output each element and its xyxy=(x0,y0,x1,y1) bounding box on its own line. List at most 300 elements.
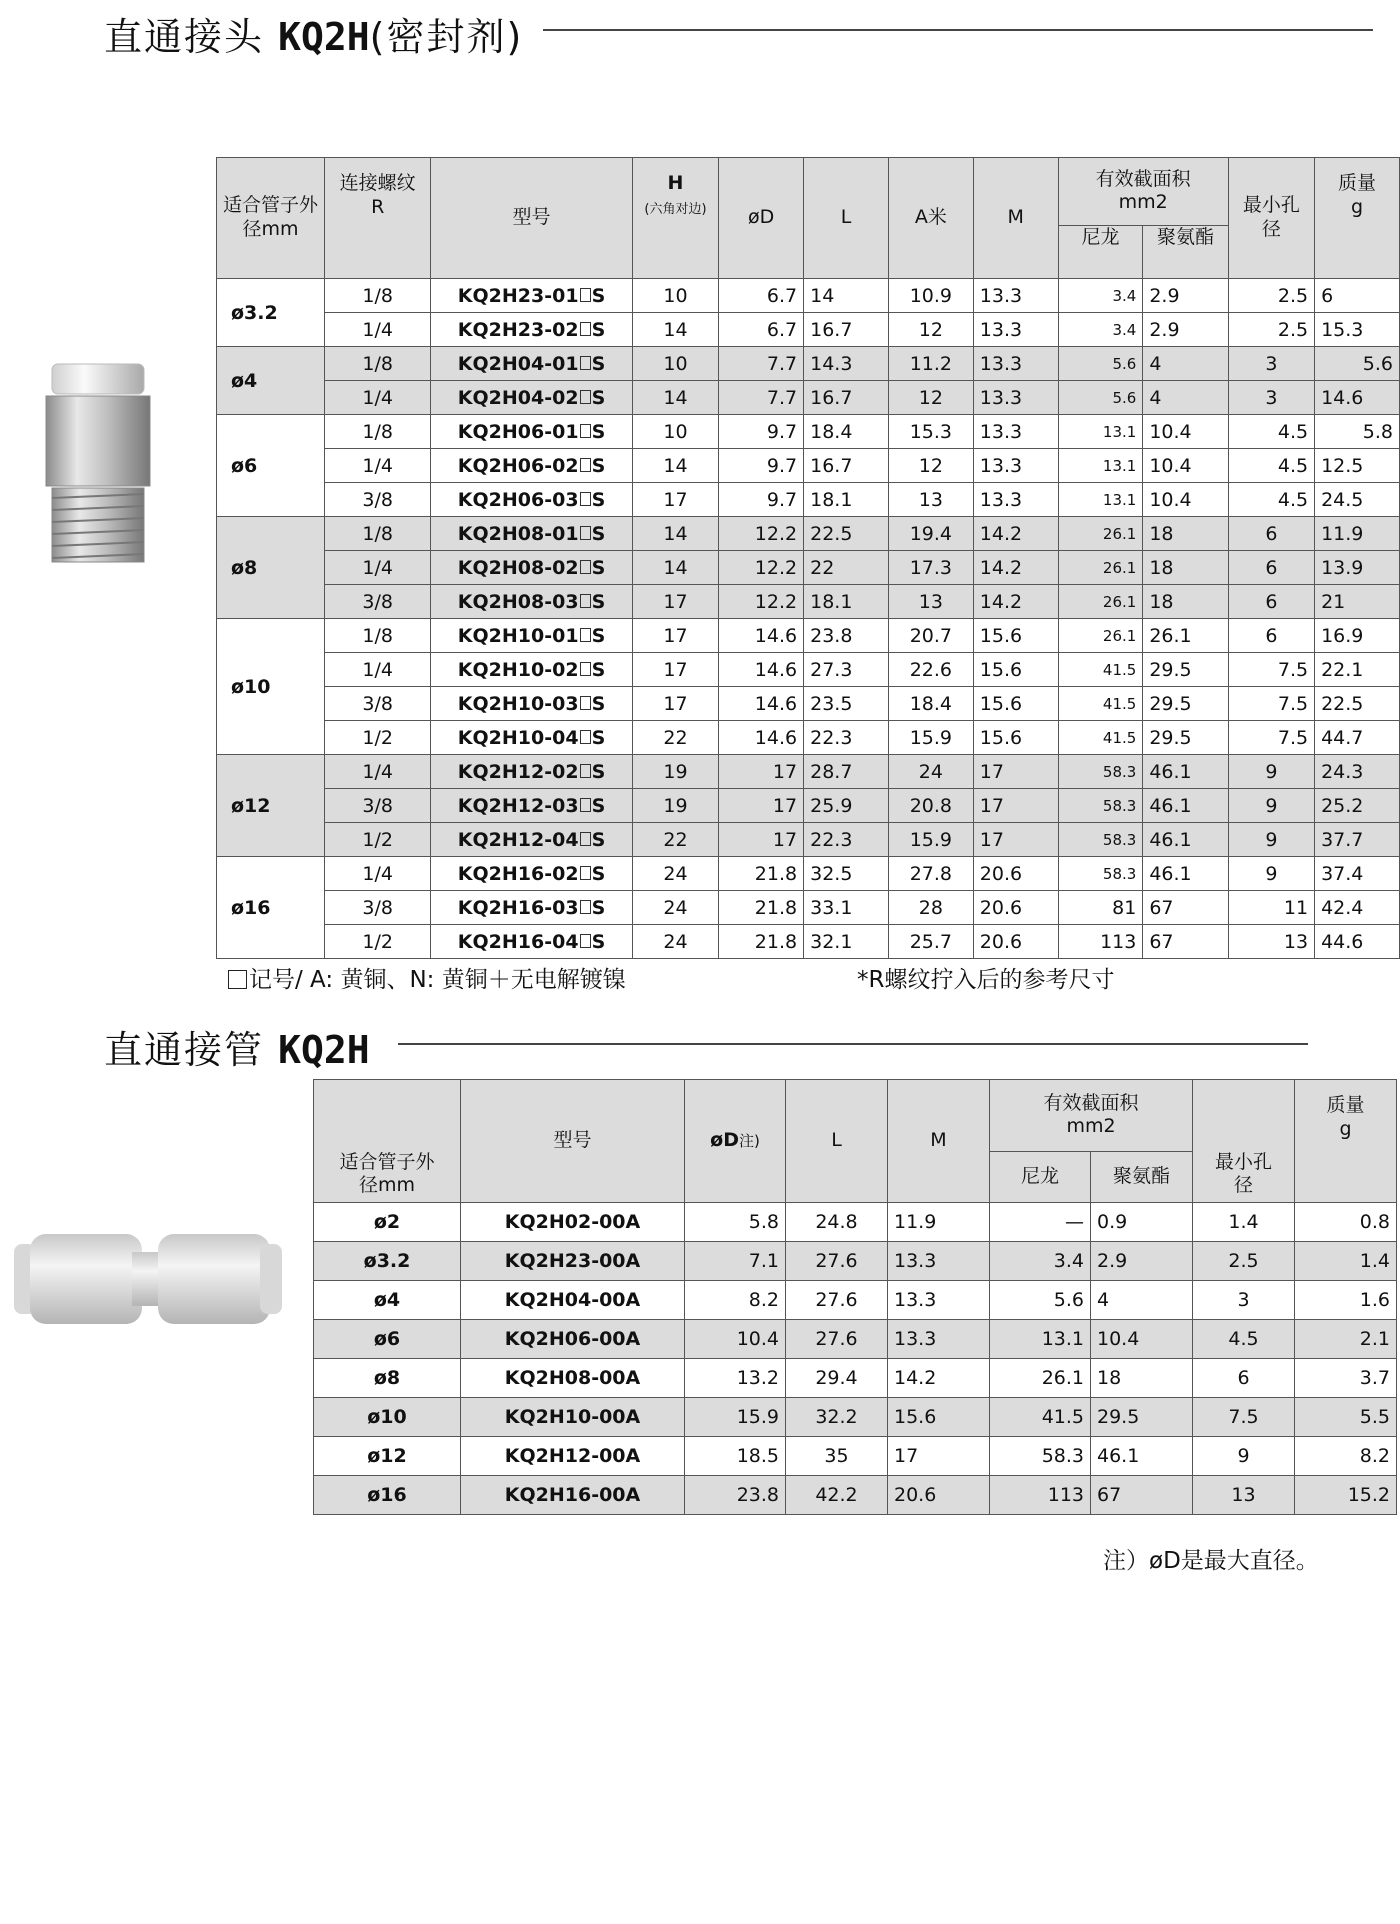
model-cell: KQ2H16-00A xyxy=(461,1476,685,1515)
a-cell: 12 xyxy=(888,313,973,347)
section2-title-code: KQ2H xyxy=(278,1028,370,1072)
l-cell: 28.7 xyxy=(804,755,889,789)
model-prefix: KQ2H10-02 xyxy=(457,658,579,681)
m-cell: 13.3 xyxy=(973,483,1058,517)
min-hole-cell: 1.4 xyxy=(1193,1203,1295,1242)
nylon-cell: 113 xyxy=(1058,925,1143,959)
l-cell: 22 xyxy=(804,551,889,585)
od-cell: 18.5 xyxy=(685,1437,786,1476)
od-cell: 5.8 xyxy=(685,1203,786,1242)
model-cell xyxy=(431,483,632,517)
header-urethane: 聚氨酯 xyxy=(1143,225,1228,278)
m-cell: 13.3 xyxy=(973,415,1058,449)
mass-cell: 5.5 xyxy=(1295,1398,1397,1437)
l-cell: 18.1 xyxy=(804,483,889,517)
table-row xyxy=(314,1203,1397,1242)
urethane-cell: 0.9 xyxy=(1091,1203,1193,1242)
section2-table xyxy=(313,1079,1397,1515)
tube-size-cell: ø12 xyxy=(217,755,325,857)
od-cell: 21.8 xyxy=(719,857,804,891)
mass-cell: 24.3 xyxy=(1315,755,1400,789)
nylon-cell: 26.1 xyxy=(1058,517,1143,551)
fitting-union-image xyxy=(12,1226,284,1336)
symbol-box xyxy=(580,832,591,846)
nylon-cell: 58.3 xyxy=(990,1437,1091,1476)
symbol-box xyxy=(580,900,591,914)
table-row xyxy=(217,755,1400,789)
model-cell: KQ2H10-00A xyxy=(461,1398,685,1437)
table-row xyxy=(314,1359,1397,1398)
min-hole-cell: 13 xyxy=(1193,1476,1295,1515)
model-cell: KQ2H12-00A xyxy=(461,1437,685,1476)
nylon-cell: 26.1 xyxy=(1058,585,1143,619)
model-cell xyxy=(431,755,632,789)
nylon-cell: 81 xyxy=(1058,891,1143,925)
symbol-box xyxy=(580,866,591,880)
mass-cell: 25.2 xyxy=(1315,789,1400,823)
model-cell xyxy=(431,313,632,347)
thread-cell: 3/8 xyxy=(325,891,431,925)
section2-footnote: 注）øD是最大直径。 xyxy=(1103,1548,1319,1574)
urethane-cell: 46.1 xyxy=(1143,823,1228,857)
min-hole-cell: 9 xyxy=(1228,755,1314,789)
mass-cell: 3.7 xyxy=(1295,1359,1397,1398)
mass-cell: 22.1 xyxy=(1315,653,1400,687)
l-cell: 32.2 xyxy=(786,1398,888,1437)
l-cell: 16.7 xyxy=(804,449,889,483)
table-row xyxy=(314,1437,1397,1476)
od-cell: 12.2 xyxy=(719,551,804,585)
urethane-cell: 18 xyxy=(1143,551,1228,585)
m-cell: 13.3 xyxy=(973,381,1058,415)
l-cell: 18.1 xyxy=(804,585,889,619)
l-cell: 22.3 xyxy=(804,721,889,755)
urethane-cell: 18 xyxy=(1091,1359,1193,1398)
od-cell: 7.7 xyxy=(719,381,804,415)
nylon-cell: 41.5 xyxy=(1058,653,1143,687)
h-cell: 24 xyxy=(632,857,719,891)
h-cell: 14 xyxy=(632,551,719,585)
model-prefix: KQ2H16-02 xyxy=(457,862,579,885)
h-cell: 10 xyxy=(632,279,719,313)
table-row xyxy=(217,347,1400,381)
a-cell: 15.3 xyxy=(888,415,973,449)
header2-od: øD注) xyxy=(685,1080,786,1203)
min-hole-cell: 4.5 xyxy=(1193,1320,1295,1359)
nylon-cell: — xyxy=(990,1203,1091,1242)
mass-cell: 15.2 xyxy=(1295,1476,1397,1515)
section2-title xyxy=(104,1019,370,1074)
thread-cell: 1/2 xyxy=(325,823,431,857)
table-row xyxy=(217,313,1400,347)
l-cell: 18.4 xyxy=(804,415,889,449)
urethane-cell: 2.9 xyxy=(1143,313,1228,347)
l-cell: 42.2 xyxy=(786,1476,888,1515)
a-cell: 15.9 xyxy=(888,823,973,857)
tube-size-cell: ø3.2 xyxy=(314,1242,461,1281)
model-prefix: KQ2H06-01 xyxy=(457,420,579,443)
min-hole-cell: 7.5 xyxy=(1228,721,1314,755)
h-cell: 17 xyxy=(632,653,719,687)
model-cell: KQ2H06-00A xyxy=(461,1320,685,1359)
table-row xyxy=(217,857,1400,891)
model-suffix: S xyxy=(591,828,606,851)
od-cell: 14.6 xyxy=(719,721,804,755)
table-row xyxy=(217,483,1400,517)
nylon-cell: 5.6 xyxy=(1058,347,1143,381)
nylon-cell: 3.4 xyxy=(1058,279,1143,313)
l-cell: 27.3 xyxy=(804,653,889,687)
header2-eff-area: 有效截面积 mm2 xyxy=(990,1080,1193,1152)
header-tube-od: 适合管子外 径mm xyxy=(217,158,325,279)
symbol-box xyxy=(580,934,591,948)
table-row xyxy=(217,279,1400,313)
od-cell: 6.7 xyxy=(719,279,804,313)
od-cell: 21.8 xyxy=(719,925,804,959)
table-row xyxy=(217,925,1400,959)
nylon-cell: 41.5 xyxy=(990,1398,1091,1437)
table-row xyxy=(314,1281,1397,1320)
symbol-box xyxy=(580,458,591,472)
nylon-cell: 26.1 xyxy=(1058,551,1143,585)
table-row xyxy=(314,1398,1397,1437)
header-h: H (六角对边) xyxy=(632,158,719,279)
symbol-box xyxy=(580,730,591,744)
header-od: øD xyxy=(719,158,804,279)
l-cell: 23.5 xyxy=(804,687,889,721)
urethane-cell: 4 xyxy=(1143,347,1228,381)
tube-size-cell: ø12 xyxy=(314,1437,461,1476)
od-cell: 9.7 xyxy=(719,483,804,517)
a-cell: 12 xyxy=(888,381,973,415)
od-cell: 12.2 xyxy=(719,517,804,551)
h-cell: 14 xyxy=(632,313,719,347)
symbol-box xyxy=(580,526,591,540)
thread-cell: 1/4 xyxy=(325,381,431,415)
header2-min-hole: 最小孔 径 xyxy=(1193,1080,1295,1203)
a-cell: 20.8 xyxy=(888,789,973,823)
a-cell: 12 xyxy=(888,449,973,483)
h-cell: 17 xyxy=(632,619,719,653)
header2-l: L xyxy=(786,1080,888,1203)
model-cell xyxy=(431,891,632,925)
od-cell: 7.1 xyxy=(685,1242,786,1281)
min-hole-cell: 2.5 xyxy=(1228,279,1314,313)
min-hole-cell: 7.5 xyxy=(1193,1398,1295,1437)
table-row xyxy=(217,653,1400,687)
section1-note-left: 记号/ A: 黄铜、N: 黄铜＋无电解镀镍 xyxy=(228,961,626,994)
l-cell: 14.3 xyxy=(804,347,889,381)
thread-cell: 1/2 xyxy=(325,721,431,755)
min-hole-cell: 4.5 xyxy=(1228,415,1314,449)
model-suffix: S xyxy=(591,760,606,783)
model-suffix: S xyxy=(591,386,606,409)
model-suffix: S xyxy=(591,352,606,375)
l-cell: 22.3 xyxy=(804,823,889,857)
mass-cell: 2.1 xyxy=(1295,1320,1397,1359)
thread-cell: 1/4 xyxy=(325,653,431,687)
thread-cell: 1/4 xyxy=(325,857,431,891)
tube-size-cell: ø6 xyxy=(314,1320,461,1359)
model-prefix: KQ2H23-02 xyxy=(457,318,579,341)
mass-cell: 42.4 xyxy=(1315,891,1400,925)
od-cell: 7.7 xyxy=(719,347,804,381)
thread-cell: 1/8 xyxy=(325,279,431,313)
section1-title-code: KQ2H xyxy=(278,15,370,59)
tube-size-cell: ø2 xyxy=(314,1203,461,1242)
model-prefix: KQ2H12-04 xyxy=(457,828,579,851)
symbol-box xyxy=(580,798,591,812)
m-cell: 13.3 xyxy=(973,449,1058,483)
m-cell: 15.6 xyxy=(973,687,1058,721)
nylon-cell: 3.4 xyxy=(990,1242,1091,1281)
h-cell: 17 xyxy=(632,483,719,517)
header-m: M xyxy=(973,158,1058,279)
section1-title-cn: 直通接头 xyxy=(104,15,265,59)
model-cell xyxy=(431,381,632,415)
h-cell: 14 xyxy=(632,449,719,483)
tube-size-cell: ø16 xyxy=(217,857,325,959)
section1-table xyxy=(216,157,1400,959)
urethane-cell: 10.4 xyxy=(1143,415,1228,449)
m-cell: 15.6 xyxy=(888,1398,990,1437)
symbol-box xyxy=(580,594,591,608)
h-cell: 17 xyxy=(632,687,719,721)
m-cell: 17 xyxy=(973,823,1058,857)
table-row xyxy=(217,721,1400,755)
urethane-cell: 67 xyxy=(1143,925,1228,959)
mass-cell: 44.6 xyxy=(1315,925,1400,959)
l-cell: 27.6 xyxy=(786,1320,888,1359)
od-cell: 21.8 xyxy=(719,891,804,925)
min-hole-cell: 3 xyxy=(1193,1281,1295,1320)
model-cell: KQ2H23-00A xyxy=(461,1242,685,1281)
mass-cell: 24.5 xyxy=(1315,483,1400,517)
section1-title xyxy=(104,6,523,61)
header-thread: 连接螺纹 R xyxy=(325,158,431,279)
m-cell: 20.6 xyxy=(888,1476,990,1515)
a-cell: 11.2 xyxy=(888,347,973,381)
mass-cell: 37.7 xyxy=(1315,823,1400,857)
nylon-cell: 3.4 xyxy=(1058,313,1143,347)
l-cell: 33.1 xyxy=(804,891,889,925)
m-cell: 13.3 xyxy=(973,347,1058,381)
min-hole-cell: 3 xyxy=(1228,347,1314,381)
m-cell: 14.2 xyxy=(973,551,1058,585)
m-cell: 15.6 xyxy=(973,721,1058,755)
od-cell: 14.6 xyxy=(719,687,804,721)
urethane-cell: 10.4 xyxy=(1143,449,1228,483)
table-row xyxy=(217,789,1400,823)
tube-size-cell: ø16 xyxy=(314,1476,461,1515)
model-suffix: S xyxy=(591,454,606,477)
nylon-cell: 58.3 xyxy=(1058,789,1143,823)
a-cell: 24 xyxy=(888,755,973,789)
model-prefix: KQ2H08-03 xyxy=(457,590,579,613)
symbol-box xyxy=(580,492,591,506)
min-hole-cell: 9 xyxy=(1193,1437,1295,1476)
model-prefix: KQ2H06-02 xyxy=(457,454,579,477)
mass-cell: 13.9 xyxy=(1315,551,1400,585)
symbol-box xyxy=(580,424,591,438)
thread-cell: 1/4 xyxy=(325,551,431,585)
model-prefix: KQ2H23-01 xyxy=(457,284,579,307)
a-cell: 13 xyxy=(888,585,973,619)
urethane-cell: 18 xyxy=(1143,585,1228,619)
tube-size-cell: ø10 xyxy=(314,1398,461,1437)
section2-title-cn: 直通接管 xyxy=(104,1028,265,1072)
table-row xyxy=(217,823,1400,857)
min-hole-cell: 2.5 xyxy=(1228,313,1314,347)
thread-cell: 1/8 xyxy=(325,517,431,551)
table-row xyxy=(217,551,1400,585)
od-cell: 9.7 xyxy=(719,449,804,483)
a-cell: 17.3 xyxy=(888,551,973,585)
table-row xyxy=(217,585,1400,619)
min-hole-cell: 6 xyxy=(1228,551,1314,585)
symbol-box xyxy=(580,662,591,676)
min-hole-cell: 6 xyxy=(1193,1359,1295,1398)
h-cell: 24 xyxy=(632,925,719,959)
model-prefix: KQ2H10-03 xyxy=(457,692,579,715)
table-row xyxy=(217,619,1400,653)
od-cell: 9.7 xyxy=(719,415,804,449)
table-row xyxy=(314,1320,1397,1359)
urethane-cell: 67 xyxy=(1143,891,1228,925)
table-row xyxy=(217,891,1400,925)
table-row xyxy=(217,381,1400,415)
thread-cell: 1/8 xyxy=(325,415,431,449)
h-cell: 22 xyxy=(632,823,719,857)
urethane-cell: 29.5 xyxy=(1143,687,1228,721)
nylon-cell: 113 xyxy=(990,1476,1091,1515)
header2-nylon: 尼龙 xyxy=(990,1151,1091,1202)
model-cell xyxy=(431,449,632,483)
nylon-cell: 5.6 xyxy=(990,1281,1091,1320)
thread-cell: 1/2 xyxy=(325,925,431,959)
l-cell: 35 xyxy=(786,1437,888,1476)
model-cell xyxy=(431,279,632,313)
table-row xyxy=(217,517,1400,551)
m-cell: 13.3 xyxy=(973,279,1058,313)
header-model: 型号 xyxy=(431,158,632,279)
urethane-cell: 46.1 xyxy=(1143,789,1228,823)
model-suffix: S xyxy=(591,692,606,715)
model-cell: KQ2H02-00A xyxy=(461,1203,685,1242)
model-suffix: S xyxy=(591,862,606,885)
model-cell xyxy=(431,823,632,857)
urethane-cell: 46.1 xyxy=(1143,857,1228,891)
fitting-threaded-image xyxy=(38,360,158,574)
model-prefix: KQ2H10-04 xyxy=(457,726,579,749)
model-prefix: KQ2H10-01 xyxy=(457,624,579,647)
nylon-cell: 41.5 xyxy=(1058,687,1143,721)
model-cell xyxy=(431,347,632,381)
thread-cell: 1/8 xyxy=(325,347,431,381)
tube-size-cell: ø6 xyxy=(217,415,325,517)
model-suffix: S xyxy=(591,794,606,817)
min-hole-cell: 11 xyxy=(1228,891,1314,925)
h-cell: 22 xyxy=(632,721,719,755)
nylon-cell: 58.3 xyxy=(1058,755,1143,789)
header-min-hole: 最小孔 径 xyxy=(1228,158,1314,279)
nylon-cell: 26.1 xyxy=(1058,619,1143,653)
nylon-cell: 13.1 xyxy=(1058,415,1143,449)
tube-size-cell: ø3.2 xyxy=(217,279,325,347)
min-hole-cell: 9 xyxy=(1228,823,1314,857)
model-suffix: S xyxy=(591,896,606,919)
min-hole-cell: 7.5 xyxy=(1228,653,1314,687)
od-cell: 23.8 xyxy=(685,1476,786,1515)
mass-cell: 1.6 xyxy=(1295,1281,1397,1320)
a-cell: 25.7 xyxy=(888,925,973,959)
min-hole-cell: 6 xyxy=(1228,585,1314,619)
model-prefix: KQ2H04-02 xyxy=(457,386,579,409)
model-suffix: S xyxy=(591,522,606,545)
model-prefix: KQ2H08-02 xyxy=(457,556,579,579)
mass-cell: 6 xyxy=(1315,279,1400,313)
l-cell: 27.6 xyxy=(786,1281,888,1320)
thread-cell: 1/4 xyxy=(325,313,431,347)
urethane-cell: 2.9 xyxy=(1091,1242,1193,1281)
od-cell: 6.7 xyxy=(719,313,804,347)
header2-mass: 质量 g xyxy=(1295,1080,1397,1203)
tube-size-cell: ø10 xyxy=(217,619,325,755)
min-hole-cell: 7.5 xyxy=(1228,687,1314,721)
mass-cell: 5.6 xyxy=(1315,347,1400,381)
model-suffix: S xyxy=(591,488,606,511)
tube-size-cell: ø4 xyxy=(314,1281,461,1320)
tube-size-cell: ø8 xyxy=(314,1359,461,1398)
model-cell xyxy=(431,653,632,687)
table-row xyxy=(217,687,1400,721)
m-cell: 20.6 xyxy=(973,891,1058,925)
nylon-cell: 13.1 xyxy=(1058,483,1143,517)
l-cell: 14 xyxy=(804,279,889,313)
mass-cell: 14.6 xyxy=(1315,381,1400,415)
table-row xyxy=(217,449,1400,483)
min-hole-cell: 9 xyxy=(1228,857,1314,891)
header-l: L xyxy=(804,158,889,279)
tube-size-cell: ø4 xyxy=(217,347,325,415)
m-cell: 11.9 xyxy=(888,1203,990,1242)
model-cell xyxy=(431,789,632,823)
min-hole-cell: 6 xyxy=(1228,619,1314,653)
tube-size-cell: ø8 xyxy=(217,517,325,619)
l-cell: 16.7 xyxy=(804,381,889,415)
l-cell: 32.1 xyxy=(804,925,889,959)
od-cell: 17 xyxy=(719,823,804,857)
h-cell: 10 xyxy=(632,415,719,449)
section1-title-paren: (密封剂) xyxy=(369,15,524,59)
od-cell: 8.2 xyxy=(685,1281,786,1320)
section2-title-rule xyxy=(398,1043,1308,1045)
a-cell: 22.6 xyxy=(888,653,973,687)
header-a: A米 xyxy=(888,158,973,279)
thread-cell: 3/8 xyxy=(325,483,431,517)
symbol-box xyxy=(580,628,591,642)
m-cell: 13.3 xyxy=(888,1281,990,1320)
header2-m: M xyxy=(888,1080,990,1203)
thread-cell: 1/8 xyxy=(325,619,431,653)
l-cell: 25.9 xyxy=(804,789,889,823)
symbol-box xyxy=(580,356,591,370)
nylon-cell: 26.1 xyxy=(990,1359,1091,1398)
mass-cell: 15.3 xyxy=(1315,313,1400,347)
thread-cell: 3/8 xyxy=(325,585,431,619)
a-cell: 20.7 xyxy=(888,619,973,653)
urethane-cell: 18 xyxy=(1143,517,1228,551)
